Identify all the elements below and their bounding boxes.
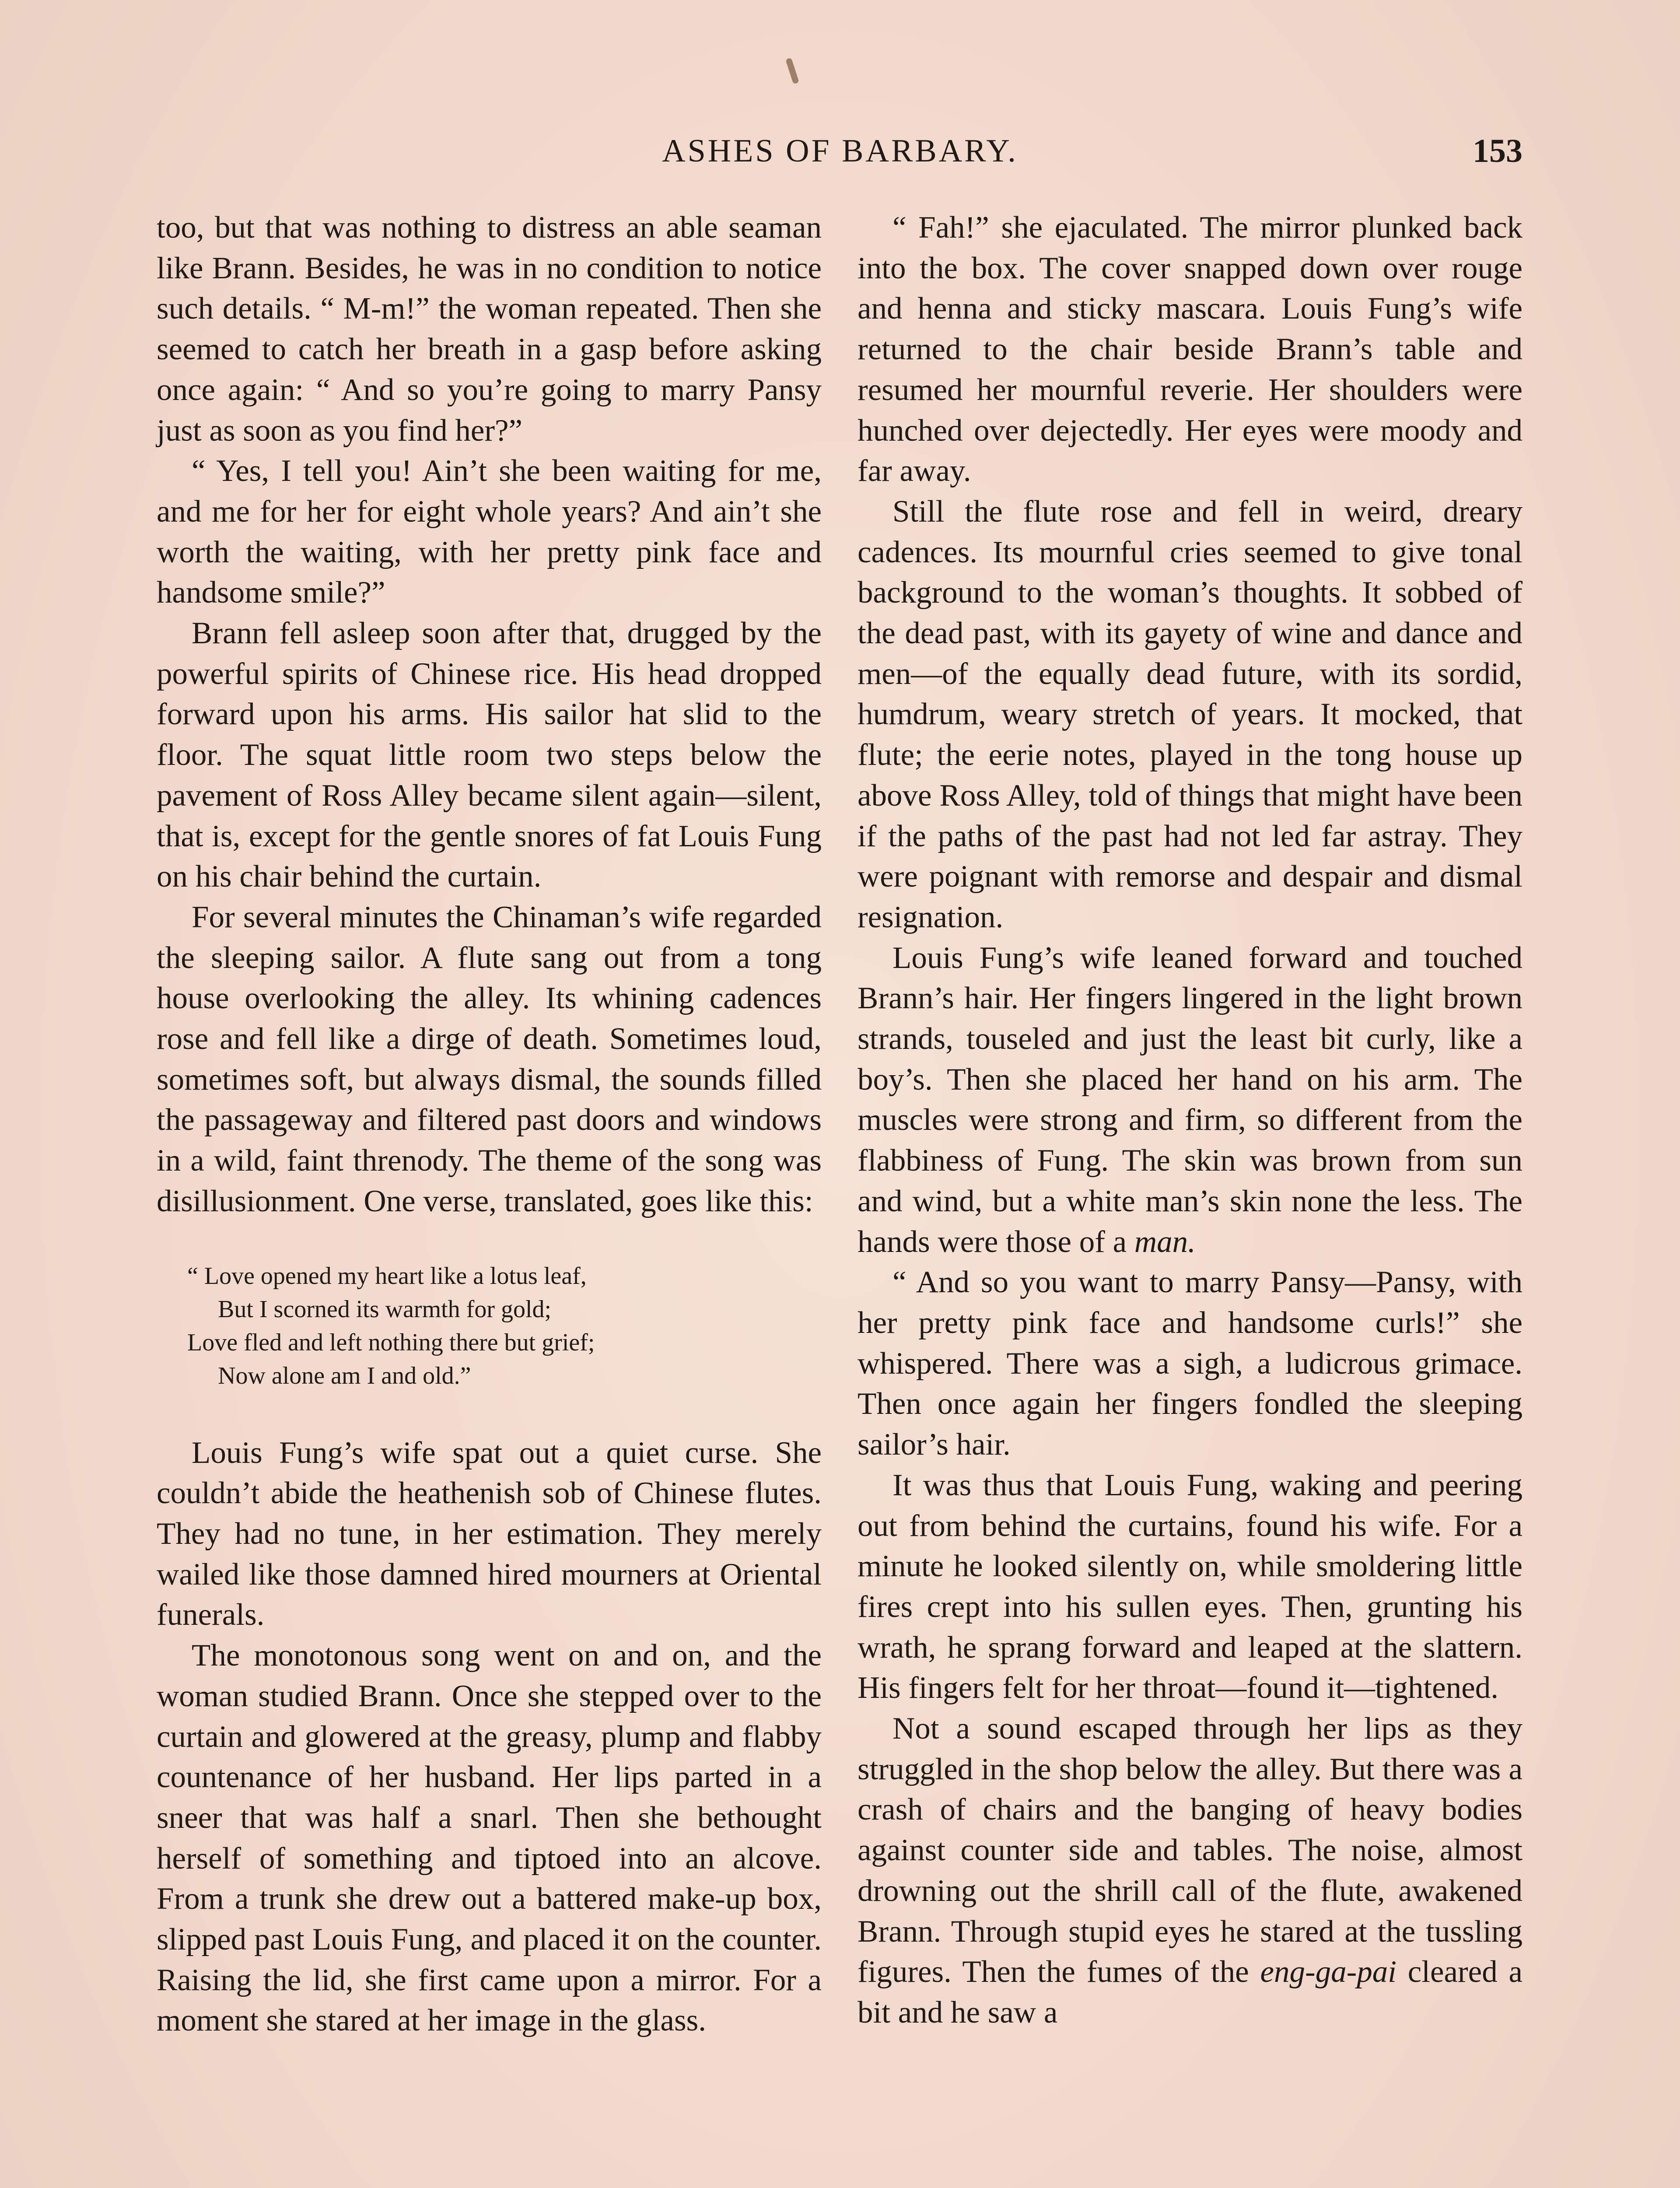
running-header-title: ASHES OF BARBARY. [662,133,1018,169]
paragraph-text: Not a sound escaped through her lips as they struggled in the shop below the alley. But there was a crash of chairs and the banging of heavy bodies against counter side and tables. The noise, almost drowning out the shrill call of the flute, awakened Brann. Through stupid eyes he stared at the tussling figures. Then the fumes of the [858,1711,1522,1989]
paragraph-text: Louis Fung’s wife leaned forward and touched Brann’s hair. Her fingers lingered in the light brown strands, touseled and just the least bit curly, like a boy’s. Then she placed her hand on his arm. The muscles were strong and firm, so different from the flabbiness of Fung. The skin was brown from sun and wind, but a white man’s skin none the less. The hands were those of a [858,940,1522,1259]
right-column [858,207,1522,2033]
paragraph [858,938,1522,1262]
paragraph: too, but that was nothing to distress an able seaman like Brann. Besides, he was in no condition to notice such details. “ M-m!” the woman repeated. Then she seemed to catch her breath in a gasp before asking once again: “ And so you’re going to marry Pansy just as soon as you find her?” [157,210,822,448]
verse-line: But I scorned its warmth for gold; [218,1295,552,1323]
paragraph: Brann fell asleep soon after that, drugged by the powerful spirits of Chinese rice. His head dropped forward upon his arms. His sailor hat slid to the floor. The squat little room two steps below the pavement of Ross Alley became silent again—silent, that is, except for the gentle snores of fat Louis Fung on his chair behind the curtain. [157,616,822,894]
paragraph: Louis Fung’s wife spat out a quiet curse. She couldn’t abide the heathenish sob of Chinese flutes. They had no tune, in her estimation. They merely wailed like those damned hired mourners at Oriental funerals. [157,1435,822,1632]
italic-word: man. [1134,1224,1196,1259]
paragraph-text: cleared a bit and he saw a [858,1955,1522,2030]
paragraph: Still the flute rose and fell in weird, dreary cadences. Its mournful cries seemed to give tonal background to the woman’s thoughts. It sobbed of the dead past, with its gayety of wine and dance and men—of the equally dead future, with its sordid, humdrum, weary stretch of years. It mocked, that flute; the eerie notes, played in the tong house up above Ross Alley, told of things that might have been if the paths of the past had not led far astray. They were poignant with remorse and despair and dismal resignation. [858,494,1522,934]
page-number: 153 [1473,133,1522,169]
verse-line: “ Love opened my heart like a lotus leaf, [187,1262,587,1290]
paragraph: For several minutes the Chinaman’s wife regarded the sleeping sailor. A flute sang out from a tong house overlooking the alley. Its whining cadences rose and fell like a dirge of death. Sometimes loud, sometimes soft, but always dismal, the sounds filled the passageway and filtered past doors and windows in a wild, faint threnody. The theme of the song was disillusionment. One verse, translated, goes like this: [157,900,822,1218]
italic-word: eng-ga-pai [1260,1955,1396,1989]
verse-line: Love fled and left nothing there but grief; [187,1329,595,1356]
paragraph: The monotonous song went on and on, and the woman studied Brann. Once she stepped over to the curtain and glowered at the greasy, plump and flabby countenance of her husband. Her lips parted in a sneer that was half a snarl. Then she bethought herself of something and tiptoed into an alcove. From a trunk she drew out a battered make-up box, slipped past Louis Fung, and placed it on the counter. Raising the lid, she first came upon a mirror. For a moment she stared at her image in the glass. [157,1638,822,2038]
paragraph: “ Yes, I tell you! Ain’t she been waiting for me, and me for her for eight whole years? And ain’t she worth the waiting, with her pretty pink face and handsome smile?” [157,454,822,610]
ink-smudge [785,57,799,84]
verse-line: Now alone am I and old.” [218,1362,471,1389]
paragraph [858,1708,1522,2033]
left-column [157,207,822,2041]
paragraph: It was thus that Louis Fung, waking and peering out from behind the curtains, found his wife. For a minute he looked silently on, while smoldering little fires crept into his sullen eyes. Then, grunting his wrath, he sprang forward and leaped at the slattern. His fingers felt for her throat—found it—tightened. [858,1468,1522,1705]
paragraph: “ And so you want to marry Pansy—Pansy, with her pretty pink face and handsome curls!” she whispered. There was a sigh, a ludicrous grimace. Then once again her fingers fondled the sleeping sailor’s hair. [858,1265,1522,1462]
verse-block [187,1259,822,1392]
paragraph: “ Fah!” she ejaculated. The mirror plunked back into the box. The cover snapped down over rouge and henna and sticky mascara. Louis Fung’s wife returned to the chair beside Brann’s table and resumed her mournful reverie. Her shoulders were hunched over dejectedly. Her eyes were moody and far away. [858,210,1522,488]
